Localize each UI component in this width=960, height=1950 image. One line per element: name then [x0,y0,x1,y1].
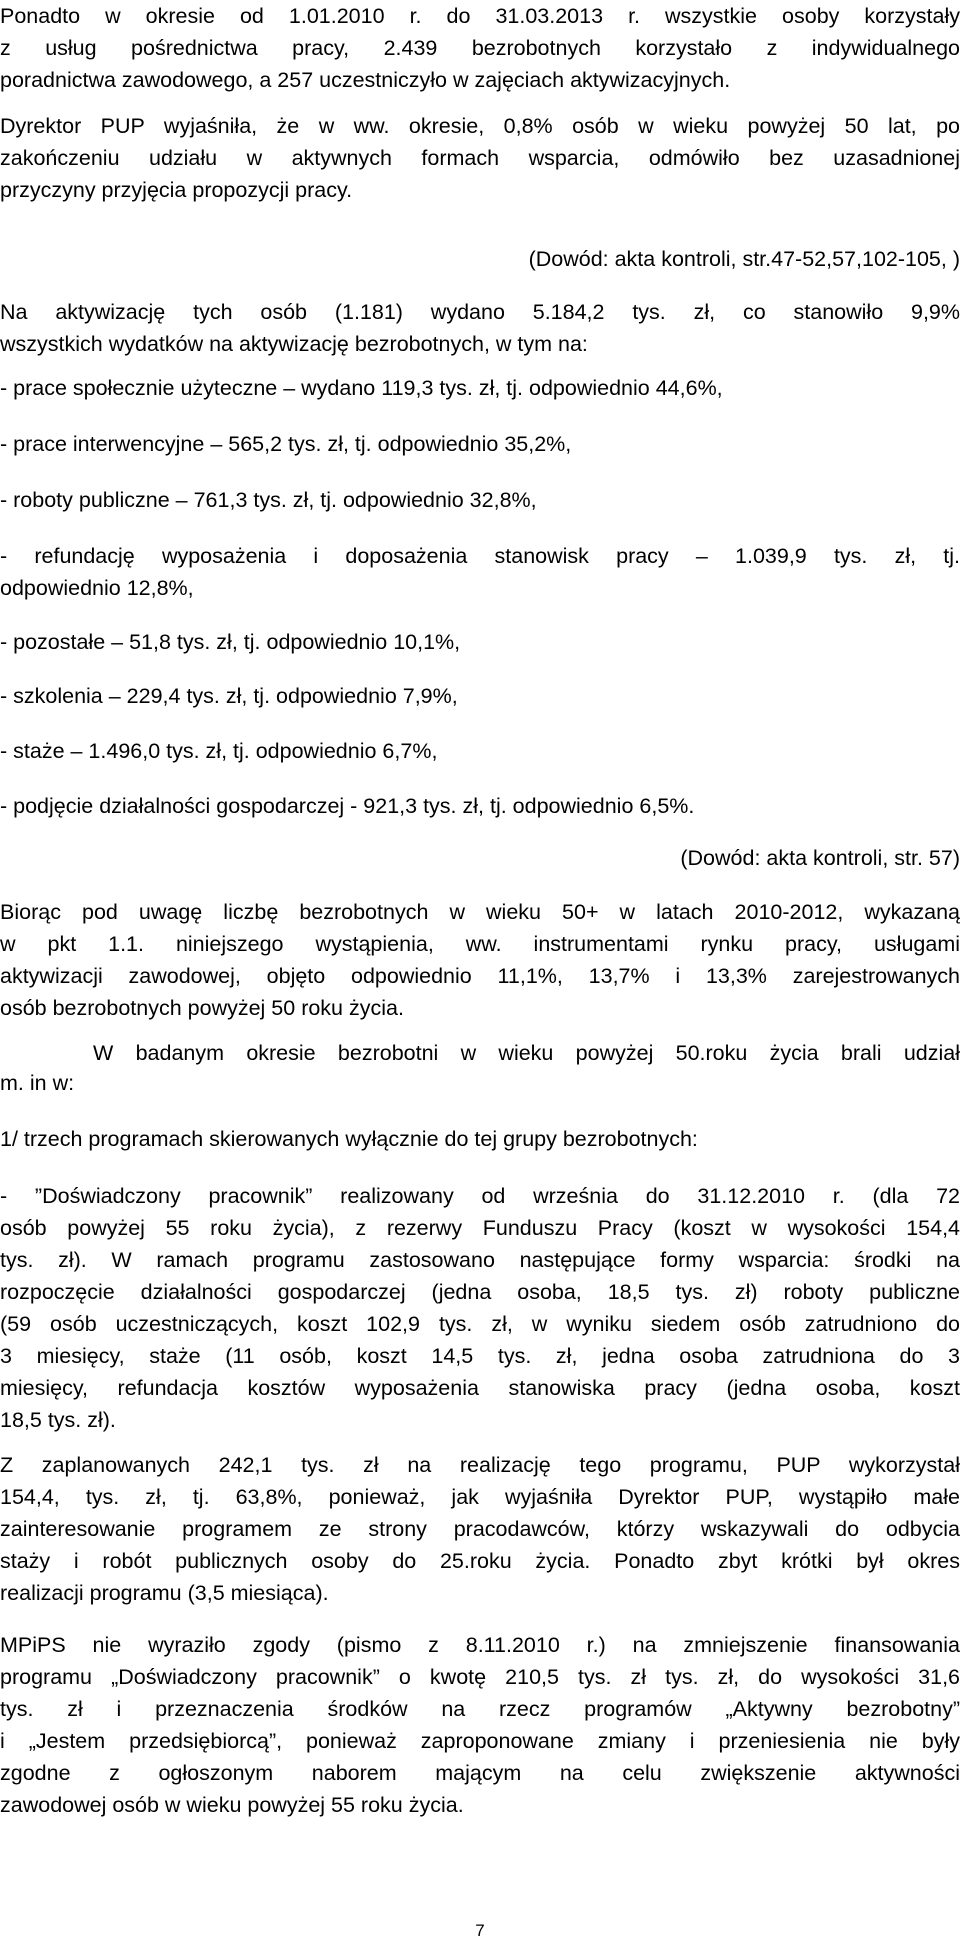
text-line: realizacji programu (3,5 miesiąca). [0,1581,329,1605]
evidence-reference: (Dowód: akta kontroli, str. 57) [680,846,960,870]
expense-list-item [0,680,960,712]
paragraph-services [0,0,960,96]
list-item: - staże – 1.496,0 tys. zł, tj. odpowiednio 6,7%, [0,739,438,763]
paragraph-budget-usage [0,1449,960,1609]
text-line: 18,5 tys. zł). [0,1408,116,1432]
text-line: Biorąc pod uwagę liczbę bezrobotnych w wieku 50+ w latach 2010-2012, wykazaną [0,900,960,924]
list-item: odpowiednio 12,8%, [0,576,194,600]
expense-list-item [0,540,960,604]
text-line: programu „Doświadczony pracownik” o kwotę 210,5 tys. zł tys. zł, do wysokości 31,6 [0,1665,960,1689]
text-line: osób powyżej 55 roku życia), z rezerwy Funduszu Pracy (koszt w wysokości 154,4 [0,1216,960,1240]
text-line: z usług pośrednictwa pracy, 2.439 bezrobotnych korzystało z indywidualnego [0,36,960,60]
text-line: zgodne z ogłoszonym naborem mającym na celu zwiększenie aktywności [0,1761,960,1785]
text-line: MPiPS nie wyraziło zgody (pismo z 8.11.2010 r.) na zmniejszenie finansowania [0,1633,960,1657]
paragraph-programs-heading [0,1123,960,1155]
paragraph-coverage [0,896,960,1024]
expense-list-item [0,790,960,822]
text-line: Ponadto w okresie od 1.01.2010 r. do 31.03.2013 r. wszystkie osoby korzystały [0,4,960,28]
text-line: zainteresowanie programem ze strony pracodawców, którzy wskazywali do odbycia [0,1517,960,1541]
paragraph-activation-costs [0,296,960,360]
list-item: - prace społecznie użyteczne – wydano 119,3 tys. zł, tj. odpowiednio 44,6%, [0,376,723,400]
paragraph-participation-line2 [0,1067,960,1099]
expense-list-item [0,626,960,658]
paragraph-director-explanation [0,110,960,206]
text-line: Z zaplanowanych 242,1 tys. zł na realizację tego programu, PUP wykorzystał [0,1453,960,1477]
paragraph-experienced-worker [0,1180,960,1436]
text-line: staży i robót publicznych osoby do 25.roku życia. Ponadto zbyt krótki był okres [0,1549,960,1573]
page-number: 7 [475,1921,485,1940]
text-line: osób bezrobotnych powyżej 50 roku życia. [0,996,404,1020]
text-line: 3 miesięcy, staże (11 osób, koszt 14,5 tys. zł, jedna osoba zatrudniona do 3 [0,1344,960,1368]
text-line: wszystkich wydatków na aktywizację bezrobotnych, w tym na: [0,332,588,356]
text-line: tys. zł). W ramach programu zastosowano następujące formy wsparcia: środki na [0,1248,960,1272]
expense-list-item [0,484,960,516]
list-item: - roboty publiczne – 761,3 tys. zł, tj. odpowiednio 32,8%, [0,488,537,512]
text-line: poradnictwa zawodowego, a 257 uczestniczyło w zajęciach aktywizacyjnych. [0,68,731,92]
text-line: Dyrektor PUP wyjaśniła, że w ww. okresie, 0,8% osób w wieku powyżej 50 lat, po [0,114,960,138]
text-line: zawodowej osób w wieku powyżej 55 roku życia. [0,1793,464,1817]
text-line: rozpoczęcie działalności gospodarczej (jedna osoba, 18,5 tys. zł) roboty publiczne [0,1280,960,1304]
text-line: 154,4, tys. zł, tj. 63,8%, ponieważ, jak wyjaśniła Dyrektor PUP, wystąpiło małe [0,1485,960,1509]
text-line: w pkt 1.1. niniejszego wystąpienia, ww. instrumentami rynku pracy, usługami [0,932,960,956]
text-line: przyczyny przyjęcia propozycji pracy. [0,178,353,202]
text-line: tys. zł i przeznaczenia środków na rzecz programów „Aktywny bezrobotny” [0,1697,960,1721]
expense-list-item [0,428,960,460]
list-item: - szkolenia – 229,4 tys. zł, tj. odpowiednio 7,9%, [0,684,458,708]
text-line: zakończeniu udziału w aktywnych formach wsparcia, odmówiło bez uzasadnionej [0,146,960,170]
text-line: - ”Doświadczony pracownik” realizowany od września do 31.12.2010 r. (dla 72 [0,1184,960,1208]
list-item: - podjęcie działalności gospodarczej - 921,3 tys. zł, tj. odpowiednio 6,5%. [0,794,695,818]
list-item: - pozostałe – 51,8 tys. zł, tj. odpowiednio 10,1%, [0,630,461,654]
expense-list-item [0,372,960,404]
evidence-reference: (Dowód: akta kontroli, str.47-52,57,102-105, ) [528,247,960,271]
text-line: (59 osób uczestniczących, koszt 102,9 tys. zł, w wyniku siedem osób zatrudniono do [0,1312,960,1336]
text-line: Na aktywizację tych osób (1.181) wydano 5.184,2 tys. zł, co stanowiło 9,9% [0,300,960,324]
list-item: - refundację wyposażenia i doposażenia stanowisk pracy – 1.039,9 tys. zł, tj. [0,544,960,568]
text-line: m. in w: [0,1071,75,1095]
expense-list-item [0,735,960,767]
list-item: - prace interwencyjne – 565,2 tys. zł, tj. odpowiednio 35,2%, [0,432,572,456]
text-line: i „Jestem przedsiębiorcą”, ponieważ zaproponowane zmiany i przeniesienia nie były [0,1729,960,1753]
text-line: 1/ trzech programach skierowanych wyłącznie do tej grupy bezrobotnych: [0,1127,698,1151]
paragraph-ministry-decision [0,1629,960,1821]
text-line: aktywizacji zawodowej, objęto odpowiednio 11,1%, 13,7% i 13,3% zarejestrowanych [0,964,960,988]
paragraph-participation-line1: W badanym okresie bezrobotni w wieku powyżej 50.roku życia brali udział [93,1041,960,1065]
text-line: miesięcy, refundacja kosztów wyposażenia stanowiska pracy (jedna osoba, koszt [0,1376,960,1400]
